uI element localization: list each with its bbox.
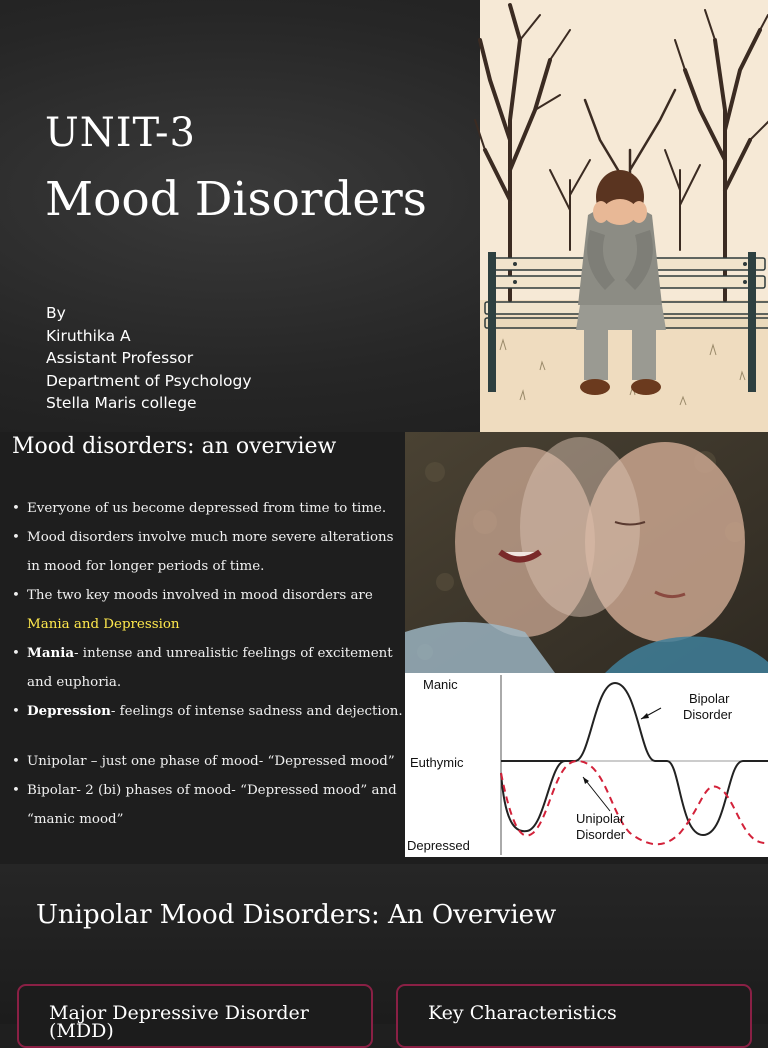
highlighted-text: Mania and Depression bbox=[27, 617, 180, 632]
unipolar-slide bbox=[0, 864, 768, 1042]
card-title: Major Depressive Disorder (MDD) bbox=[49, 1002, 309, 1042]
bullet-text: Mood disorders involve much more severe alterations in mood for longer periods of time. bbox=[27, 530, 394, 574]
y-label-manic: Manic bbox=[423, 677, 458, 692]
bullet-continuation bbox=[12, 610, 404, 639]
bullet-text: - feelings of intense sadness and dejection. bbox=[110, 704, 403, 719]
bullet-item bbox=[12, 494, 404, 523]
bullet-item bbox=[12, 523, 404, 581]
bullet-text: The two key moods involved in mood disorders are bbox=[27, 588, 373, 603]
sad-man-on-bench-illustration bbox=[480, 0, 768, 432]
bipolar-curve-left bbox=[501, 761, 565, 831]
bullet-item bbox=[12, 581, 404, 610]
author-college: Stella Maris college bbox=[46, 394, 197, 412]
bipolar-label-line2: Disorder bbox=[683, 707, 733, 722]
bullet-item bbox=[12, 776, 404, 834]
bullet-text: Everyone of us become depressed from time to time. bbox=[27, 501, 387, 516]
byline-by: By bbox=[46, 304, 66, 322]
title-slide bbox=[0, 0, 768, 432]
unipolar-label-line2: Disorder bbox=[576, 827, 626, 842]
card-major-depressive-disorder bbox=[17, 984, 373, 1048]
author-block bbox=[46, 302, 252, 415]
bullet-item bbox=[12, 639, 404, 697]
slide-title: Mood Disorders bbox=[45, 172, 427, 227]
y-label-depressed: Depressed bbox=[407, 838, 470, 853]
bipolar-label-line1: Bipolar bbox=[689, 691, 730, 706]
y-label-euthymic: Euthymic bbox=[410, 755, 464, 770]
bullet-text: Unipolar – just one phase of mood- “Depressed mood” bbox=[27, 754, 395, 769]
unipolar-label-line1: Unipolar bbox=[576, 811, 625, 826]
card-key-characteristics bbox=[396, 984, 752, 1048]
two-faces-photo bbox=[405, 432, 768, 673]
overview-bullet-list bbox=[12, 494, 404, 834]
mood-phases-graph bbox=[405, 673, 768, 857]
card-title: Key Characteristics bbox=[428, 1002, 617, 1024]
unipolar-curve bbox=[501, 761, 768, 844]
bullet-text: - intense and unrealistic feelings of excitement and euphoria. bbox=[27, 646, 393, 690]
bullet-text: Bipolar- 2 (bi) phases of mood- “Depressed mood” and “manic mood” bbox=[27, 783, 397, 827]
bullet-item bbox=[12, 747, 404, 776]
unit-label: UNIT-3 bbox=[45, 110, 196, 156]
bullet-item bbox=[12, 697, 404, 726]
author-name: Kiruthika A bbox=[46, 326, 131, 345]
author-department: Department of Psychology bbox=[46, 371, 252, 390]
term-mania: Mania bbox=[27, 645, 74, 661]
author-role: Assistant Professor bbox=[46, 349, 194, 367]
overview-slide bbox=[0, 432, 768, 864]
overview-heading: Mood disorders: an overview bbox=[12, 434, 337, 459]
term-depression: Depression bbox=[27, 703, 111, 719]
unipolar-heading: Unipolar Mood Disorders: An Overview bbox=[36, 900, 557, 930]
